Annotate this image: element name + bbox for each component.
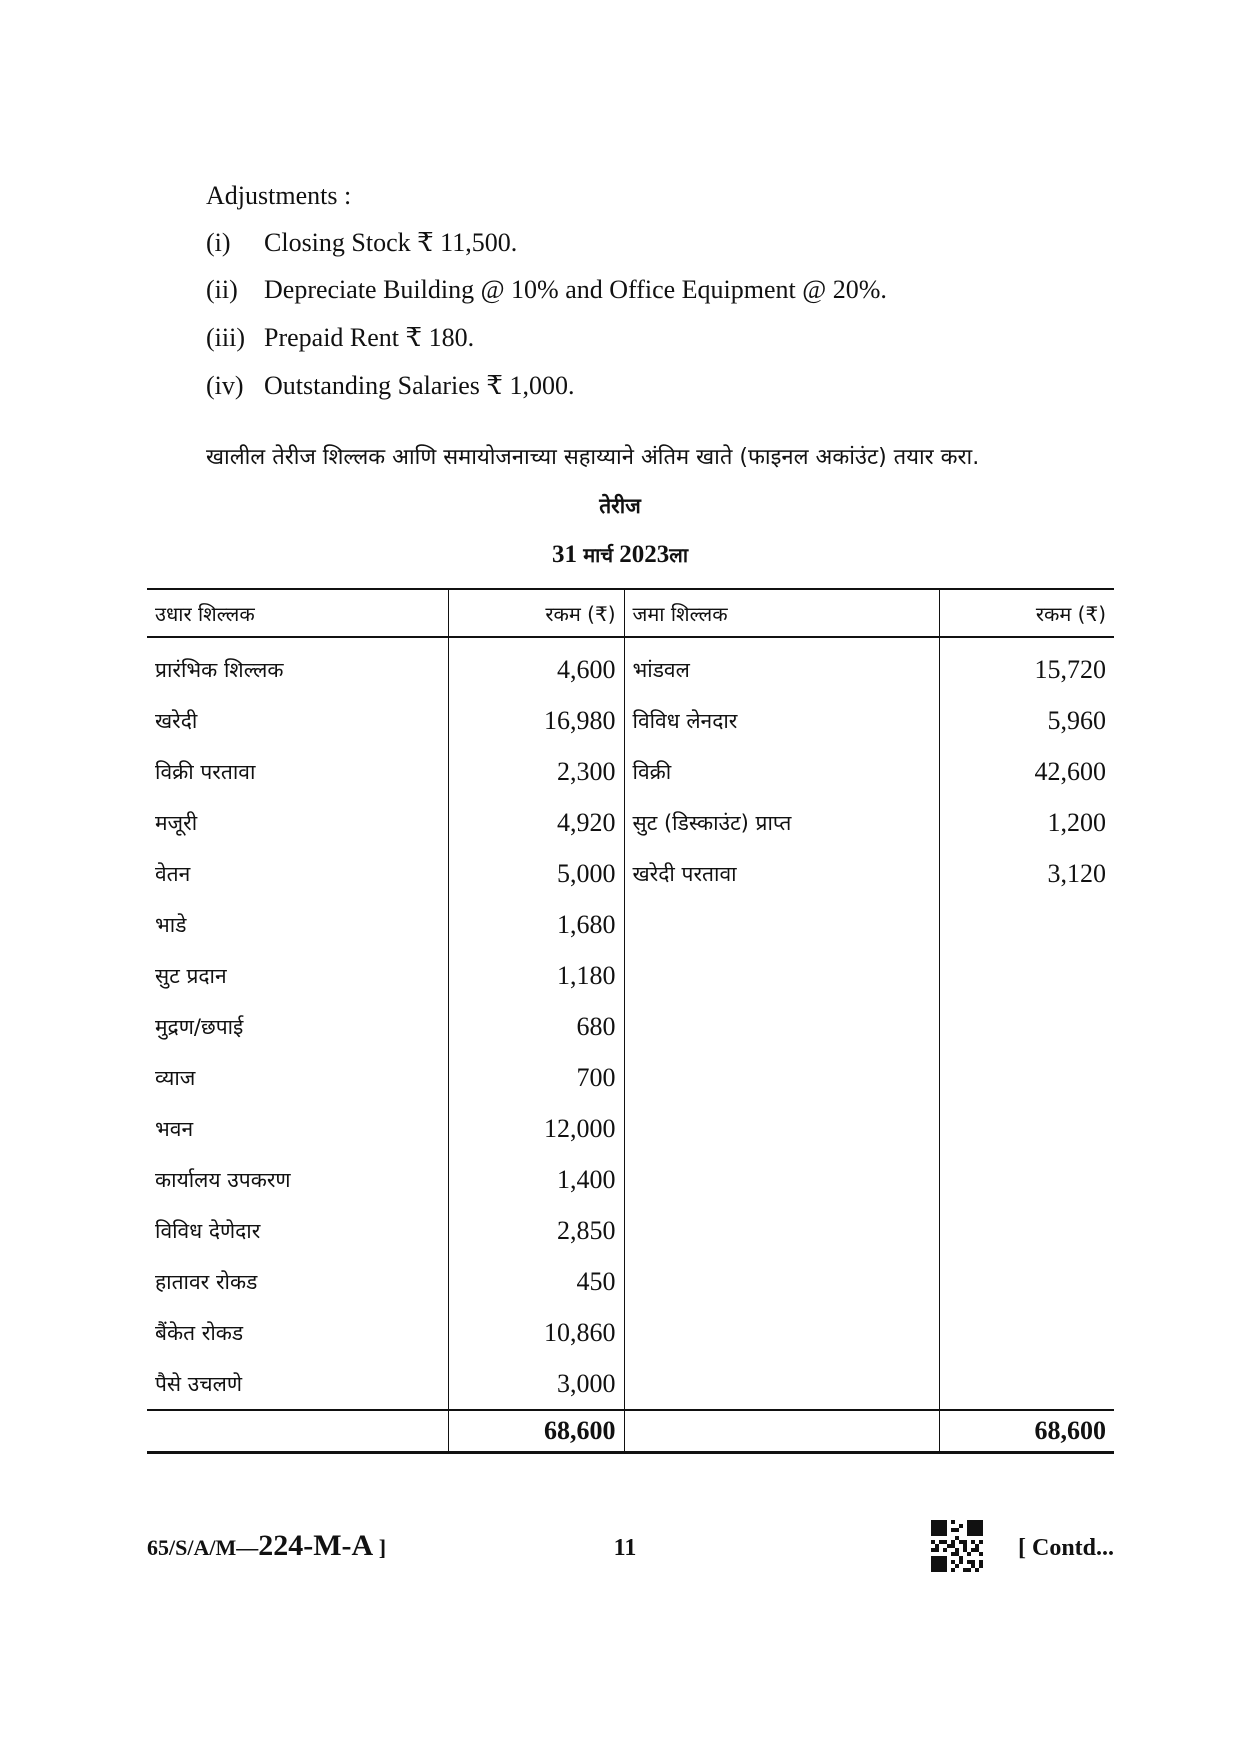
total-credit-label: [624, 1410, 939, 1453]
credit-account: [624, 1001, 939, 1052]
credit-account: भांडवल: [624, 637, 939, 695]
adjustment-item: [206, 227, 517, 259]
total-debit-amount: 68,600: [448, 1410, 624, 1453]
table-row: [147, 950, 1114, 1001]
header-credit: जमा शिल्लक: [624, 589, 939, 637]
table-row: [147, 1205, 1114, 1256]
credit-amount: [939, 1001, 1114, 1052]
credit-account: [624, 1256, 939, 1307]
debit-amount: 3,000: [448, 1358, 624, 1410]
adjustment-item: [206, 322, 474, 354]
adjustment-text: Closing Stock ₹ 11,500.: [264, 228, 518, 257]
adjustment-text: Depreciate Building @ 10% and Office Equipment @ 20%.: [264, 275, 887, 304]
debit-account: विविध देणेदार: [155, 1218, 261, 1243]
debit-amount: 2,850: [448, 1205, 624, 1256]
date-month: मार्च: [583, 543, 614, 567]
debit-amount: 450: [448, 1256, 624, 1307]
credit-amount: [939, 1052, 1114, 1103]
credit-amount: [939, 1205, 1114, 1256]
paper-code-prefix: 65/S/A/M—: [147, 1535, 259, 1560]
total-debit-label: [147, 1410, 448, 1453]
debit-account: मजूरी: [155, 810, 198, 835]
debit-amount: 700: [448, 1052, 624, 1103]
credit-amount: 42,600: [939, 746, 1114, 797]
adjustments-heading: Adjustments :: [206, 181, 352, 210]
header-debit: उधार शिल्लक: [147, 589, 448, 637]
debit-amount: 1,400: [448, 1154, 624, 1205]
credit-amount: [939, 1307, 1114, 1358]
credit-amount: [939, 1103, 1114, 1154]
credit-account: विविध लेनदार: [624, 695, 939, 746]
table-row: [147, 848, 1114, 899]
credit-account: [624, 1205, 939, 1256]
credit-amount: [939, 1358, 1114, 1410]
debit-account: वेतन: [155, 861, 191, 886]
table-row: [147, 797, 1114, 848]
adjustment-item: [206, 370, 574, 402]
credit-account: खरेदी परतावा: [624, 848, 939, 899]
table-row: [147, 1001, 1114, 1052]
debit-amount: 5,000: [448, 848, 624, 899]
table-row: [147, 695, 1114, 746]
credit-amount: 3,120: [939, 848, 1114, 899]
header-credit-amount: रकम (₹): [939, 589, 1114, 637]
debit-account: सुट प्रदान: [155, 963, 227, 988]
adjustment-text: Prepaid Rent ₹ 180.: [264, 323, 475, 352]
credit-amount: [939, 1256, 1114, 1307]
table-row: [147, 1103, 1114, 1154]
credit-account: [624, 1307, 939, 1358]
credit-amount: 5,960: [939, 695, 1114, 746]
debit-account: मुद्रण/छपाई: [155, 1014, 244, 1039]
credit-account: [624, 1103, 939, 1154]
credit-account: [624, 1154, 939, 1205]
credit-account: [624, 950, 939, 1001]
total-credit-amount: 68,600: [939, 1410, 1114, 1453]
debit-amount: 680: [448, 1001, 624, 1052]
marathi-instruction: खालील तेरीज शिल्लक आणि समायोजनाच्या सहाय्याने अंतिम खाते (फाइनल अकांउंट) तयार करा.: [206, 445, 980, 470]
credit-amount: 15,720: [939, 637, 1114, 695]
adjustment-item: [206, 274, 887, 306]
table-total-row: [147, 1410, 1114, 1453]
table-row: [147, 637, 1114, 695]
trial-balance-table: [147, 588, 1114, 1454]
table-row: [147, 1052, 1114, 1103]
credit-account: सुट (डिस्काउंट) प्राप्त: [624, 797, 939, 848]
paper-code: [147, 1528, 386, 1566]
credit-account: [624, 899, 939, 950]
debit-amount: 4,920: [448, 797, 624, 848]
credit-amount: [939, 950, 1114, 1001]
date-day: 31: [551, 541, 577, 568]
paper-code-main: 224-M-A: [258, 1529, 374, 1562]
debit-account: कार्यालय उपकरण: [155, 1167, 291, 1192]
date-year: 2023: [619, 541, 670, 568]
table-row: [147, 1256, 1114, 1307]
debit-amount: 1,680: [448, 899, 624, 950]
table-row: [147, 1154, 1114, 1205]
debit-amount: 1,180: [448, 950, 624, 1001]
debit-amount: 2,300: [448, 746, 624, 797]
debit-account: भाडे: [155, 912, 187, 937]
table-row: [147, 899, 1114, 950]
table-header-row: [147, 589, 1114, 637]
table-row: [147, 1307, 1114, 1358]
adjustment-number: (i): [206, 228, 231, 257]
credit-account: विक्री: [624, 746, 939, 797]
continued-label: [ Contd...: [1018, 1535, 1115, 1561]
debit-amount: 16,980: [448, 695, 624, 746]
credit-amount: [939, 1154, 1114, 1205]
debit-account: व्याज: [155, 1065, 196, 1090]
debit-account: भवन: [155, 1116, 194, 1141]
debit-account: पैसे उचलणे: [155, 1371, 243, 1396]
qr-code-icon: [931, 1520, 983, 1572]
debit-account: हातावर रोकड: [155, 1269, 258, 1294]
debit-amount: 12,000: [448, 1103, 624, 1154]
adjustment-number: (iii): [206, 323, 245, 352]
table-row: [147, 1358, 1114, 1410]
debit-account: विक्री परतावा: [155, 759, 256, 784]
paper-code-suffix: ]: [373, 1535, 387, 1560]
credit-amount: 1,200: [939, 797, 1114, 848]
adjustment-number: (iv): [206, 371, 244, 400]
page-number: 11: [613, 1535, 637, 1561]
debit-account: खरेदी: [155, 708, 198, 733]
debit-account: प्रारंभिक शिल्लक: [155, 657, 284, 682]
debit-amount: 10,860: [448, 1307, 624, 1358]
date-suffix: ला: [669, 543, 689, 567]
debit-amount: 4,600: [448, 637, 624, 695]
credit-account: [624, 1358, 939, 1410]
table-row: [147, 746, 1114, 797]
trial-balance-date: [0, 540, 1240, 570]
trial-balance-title: तेरीज: [599, 494, 641, 518]
credit-account: [624, 1052, 939, 1103]
header-debit-amount: रकम (₹): [448, 589, 624, 637]
adjustment-text: Outstanding Salaries ₹ 1,000.: [264, 371, 575, 400]
debit-account: बैंकेत रोकड: [155, 1320, 244, 1345]
adjustment-number: (ii): [206, 275, 238, 304]
credit-amount: [939, 899, 1114, 950]
